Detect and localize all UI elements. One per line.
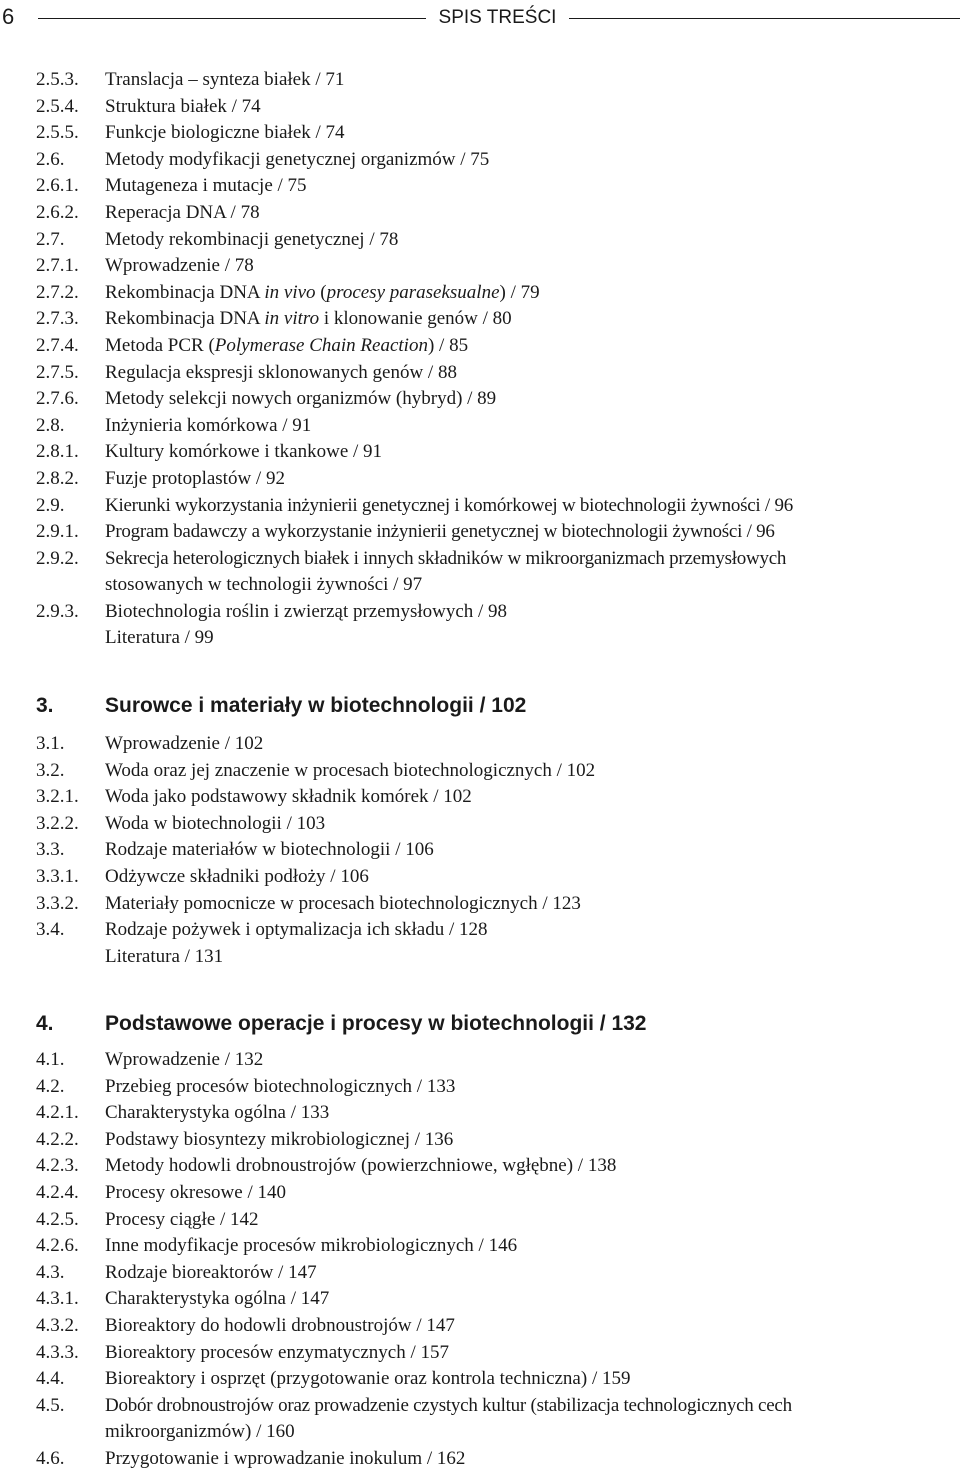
toc-entry-text-part: Rekombinacja DNA [105, 308, 265, 330]
toc-entry-title: Wprowadzenie / 132 [105, 1049, 264, 1070]
toc-entry-title: Struktura białek / 74 [105, 95, 261, 117]
toc-entry-number: 2.8.1. [36, 441, 79, 463]
chapter-3-heading [36, 691, 946, 721]
toc-entry [36, 572, 946, 599]
toc-entry-title: Charakterystyka ogólna / 133 [105, 1102, 330, 1124]
toc-entry-italic-term: in vivo [264, 281, 316, 303]
toc-entry [36, 1366, 946, 1393]
toc-entry-number: 3.2. [36, 759, 65, 781]
toc-entry [36, 1100, 946, 1127]
toc-entry-number: 4.2.4. [36, 1181, 79, 1203]
toc-entry [36, 1153, 946, 1180]
chapter-3-number: 3. [36, 694, 54, 717]
toc-entry-number: 3.2.1. [36, 786, 79, 808]
toc-entry [36, 731, 946, 758]
toc-entry [36, 1180, 946, 1207]
toc-entry-title: Bioreaktory procesów enzymatycznych / 157 [105, 1341, 449, 1363]
toc-entry [36, 599, 946, 626]
toc-entry-number: 2.7. [36, 228, 65, 250]
toc-entry-number: 2.9.2. [36, 547, 79, 569]
toc-entry-title: Metody selekcji nowych organizmów (hybryd) / 89 [105, 388, 497, 410]
toc-entry [36, 120, 946, 147]
toc-entry [36, 413, 946, 440]
toc-entry-title: Metody rekombinacji genetycznej / 78 [105, 228, 399, 250]
toc-entry-title: Bioreaktory do hodowli drobnoustrojów / 147 [105, 1314, 455, 1336]
toc-entry-text-part: i klonowanie genów / 80 [319, 308, 512, 330]
toc-entry-number: 3.3.1. [36, 865, 79, 887]
toc-section-2 [36, 67, 946, 652]
toc-entry-italic-term: procesy paraseksualne [326, 281, 500, 303]
toc-entry-number: 2.7.2. [36, 281, 79, 303]
toc-entry-title: Fuzje protoplastów / 92 [105, 467, 285, 489]
toc-entry-title: Metody hodowli drobnoustrojów (powierzchniowe, wgłębne) / 138 [105, 1155, 617, 1177]
toc-entry-title: Metody modyfikacji genetycznej organizmów / 75 [105, 148, 490, 170]
toc-entry [36, 493, 946, 520]
toc-entry-title: Woda w biotechnologii / 103 [105, 812, 326, 834]
toc-entry-title: Kultury komórkowe i tkankowe / 91 [105, 441, 383, 463]
toc-entry [36, 1286, 946, 1313]
chapter-3-title: Surowce i materiały w biotechnologii [105, 694, 474, 717]
toc-entry-number: 2.6.1. [36, 175, 79, 197]
toc-entry [36, 546, 946, 573]
toc-entry-title: Dobór drobnoustrojów oraz prowadzenie czystych kultur (stabilizacja technologicznych cech [105, 1394, 792, 1416]
toc-entry [36, 147, 946, 174]
toc-entry [36, 360, 946, 387]
toc-entry-number: 4.2.1. [36, 1102, 79, 1124]
toc-entry-number: 3.2.2. [36, 812, 79, 834]
toc-entry [36, 1233, 946, 1260]
chapter-4-number: 4. [36, 1012, 54, 1035]
toc-entry-title: Regulacja ekspresji sklonowanych genów / 88 [105, 361, 457, 383]
toc-entry [36, 625, 946, 652]
toc-entry-title: stosowanych w technologii żywności / 97 [105, 574, 423, 596]
header-rule-left [38, 18, 426, 19]
toc-entry-title: Przygotowanie i wprowadzanie inokulum / 162 [105, 1447, 466, 1469]
toc-entry-number: 4.3.2. [36, 1314, 79, 1336]
toc-entry [36, 386, 946, 413]
toc-entry-text-part: ) / 79 [499, 281, 540, 303]
toc-entry-title: Program badawczy a wykorzystanie inżynierii genetycznej w biotechnologii żywności / 96 [105, 521, 775, 543]
toc-entry-number: 2.5.4. [36, 95, 79, 117]
toc-entry-title: Biotechnologia roślin i zwierząt przemysłowych / 98 [105, 600, 508, 622]
toc-chapter-4 [36, 1047, 946, 1473]
toc-entry-number: 2.5.3. [36, 69, 79, 90]
toc-entry [36, 253, 946, 280]
toc-entry-italic-term: in vitro [264, 308, 320, 330]
toc-entry-number: 4.4. [36, 1368, 65, 1390]
toc-entry-title: Woda oraz jej znaczenie w procesach biotechnologicznych / 102 [105, 759, 596, 781]
toc-entry-number: 4.2.6. [36, 1235, 79, 1257]
toc-entry [36, 439, 946, 466]
toc-entry-title: Przebieg procesów biotechnologicznych / 133 [105, 1075, 456, 1097]
toc-entry-title [105, 306, 512, 333]
toc-entry-title: Wprowadzenie / 78 [105, 255, 254, 277]
toc-entry [36, 837, 946, 864]
toc-entry [36, 811, 946, 838]
toc-entry-title [105, 333, 468, 360]
toc-entry-number: 4.1. [36, 1049, 65, 1070]
toc-entry-title [105, 280, 540, 307]
chapter-3-title-wrap [105, 691, 526, 721]
toc-entry-number: 3.1. [36, 733, 65, 754]
toc-entry [36, 891, 946, 918]
toc-entry-number: 2.9. [36, 494, 65, 516]
toc-entry-title: Inżynieria komórkowa / 91 [105, 414, 312, 436]
toc-entry-title: Bioreaktory i osprzęt (przygotowanie oraz kontrola techniczna) / 159 [105, 1368, 631, 1390]
toc-entry-title: Wprowadzenie / 102 [105, 733, 264, 754]
toc-entry [36, 333, 946, 360]
toc-entry-number: 2.8.2. [36, 467, 79, 489]
toc-entry [36, 1047, 946, 1074]
toc-entry [36, 1393, 946, 1420]
toc-entry [36, 1260, 946, 1287]
toc-entry-number: 3.3.2. [36, 892, 79, 914]
toc-entry-title: Reperacja DNA / 78 [105, 201, 260, 223]
toc-entry-number: 2.9.1. [36, 521, 79, 543]
toc-entry-title: Kierunki wykorzystania inżynierii genetycznej i komórkowej w biotechnologii żywności / 96 [105, 494, 793, 516]
toc-entry-number: 2.5.5. [36, 122, 79, 144]
toc-entry-number: 3.3. [36, 839, 65, 861]
toc-entry-title: Sekrecja heterologicznych białek i innych składników w mikroorganizmach przemysłowych [105, 547, 787, 569]
toc-entry [36, 466, 946, 493]
toc-entry-title: Podstawy biosyntezy mikrobiologicznej / 136 [105, 1128, 454, 1150]
toc-entry-text-part: Metoda PCR ( [105, 334, 215, 356]
toc-entry-number: 4.3.3. [36, 1341, 79, 1363]
page-number: 6 [2, 4, 15, 29]
toc-entry-title: Rodzaje bioreaktorów / 147 [105, 1261, 317, 1283]
toc-entry-title: Charakterystyka ogólna / 147 [105, 1288, 330, 1310]
toc-entry-title: Mutageneza i mutacje / 75 [105, 175, 307, 197]
toc-entry-title: mikroorganizmów) / 160 [105, 1421, 295, 1443]
chapter-3-page: / 102 [479, 694, 527, 717]
toc-entry-title: Funkcje biologiczne białek / 74 [105, 122, 345, 144]
toc-entry-number: 4.3.1. [36, 1288, 79, 1310]
toc-entry [36, 200, 946, 227]
chapter-4-title: Podstawowe operacje i procesy w biotechnologii [105, 1012, 594, 1035]
toc-entry [36, 784, 946, 811]
chapter-4-title-wrap [105, 1009, 647, 1039]
toc-entry-number: 4.2. [36, 1075, 65, 1097]
toc-entry [36, 280, 946, 307]
toc-entry-text-part: Rekombinacja DNA [105, 281, 265, 303]
toc-entry-title: Literatura / 99 [105, 627, 214, 649]
toc-entry [36, 1313, 946, 1340]
toc-entry-number: 4.3. [36, 1261, 65, 1283]
toc-entry-number: 4.6. [36, 1447, 65, 1469]
running-header [0, 4, 960, 34]
chapter-4-page: / 132 [599, 1012, 647, 1035]
toc-entry [36, 94, 946, 121]
toc-entry-number: 2.7.4. [36, 334, 79, 356]
toc-entry-title: Woda jako podstawowy składnik komórek / 102 [105, 786, 472, 808]
toc-chapter-3 [36, 731, 946, 970]
toc-entry-number: 2.6.2. [36, 201, 79, 223]
toc-entry [36, 1419, 946, 1446]
toc-entry-title: Rodzaje pożywek i optymalizacja ich składu / 128 [105, 919, 488, 941]
toc-entry-text-part: ( [315, 281, 327, 303]
toc-entry-number: 2.6. [36, 148, 65, 170]
toc-entry [36, 917, 946, 944]
toc-entry-title: Translacja – synteza białek / 71 [105, 69, 345, 90]
header-title: SPIS TREŚCI [438, 7, 557, 28]
toc-entry-number: 2.7.5. [36, 361, 79, 383]
toc-entry [36, 306, 946, 333]
toc-entry-title: Procesy okresowe / 140 [105, 1181, 286, 1203]
toc-entry [36, 1074, 946, 1101]
toc-entry-text-part: ) / 85 [427, 334, 469, 356]
toc-entry-title: Procesy ciągłe / 142 [105, 1208, 259, 1230]
toc-entry-number: 3.4. [36, 919, 65, 941]
toc-entry [36, 1207, 946, 1234]
toc-entry-number: 2.8. [36, 414, 65, 436]
toc-entry-number: 4.2.3. [36, 1155, 79, 1177]
toc-entry [36, 1446, 946, 1473]
toc-entry [36, 173, 946, 200]
toc-entry-number: 4.2.5. [36, 1208, 79, 1230]
header-rule-right [569, 18, 960, 19]
toc-entry-number: 4.5. [36, 1394, 65, 1416]
toc-entry-italic-term: Polymerase Chain Reaction [214, 334, 428, 356]
toc-entry [36, 758, 946, 785]
chapter-4-heading [36, 1009, 946, 1039]
toc-entry-title: Literatura / 131 [105, 945, 224, 967]
toc-entry [36, 1340, 946, 1367]
toc-entry-number: 2.9.3. [36, 600, 79, 622]
toc-entry-number: 2.7.6. [36, 388, 79, 410]
toc-entry-title: Inne modyfikacje procesów mikrobiologicznych / 146 [105, 1235, 518, 1257]
toc-entry [36, 519, 946, 546]
toc-entry-title: Materiały pomocnicze w procesach biotechnologicznych / 123 [105, 892, 581, 914]
toc-entry-title: Rodzaje materiałów w biotechnologii / 106 [105, 839, 434, 861]
toc-entry-number: 4.2.2. [36, 1128, 79, 1150]
toc-entry [36, 944, 946, 971]
toc-entry [36, 227, 946, 254]
toc-entry-number: 2.7.3. [36, 308, 79, 330]
toc-entry-title: Odżywcze składniki podłoży / 106 [105, 865, 369, 887]
toc-entry [36, 1127, 946, 1154]
toc-entry [36, 67, 946, 94]
toc-entry [36, 864, 946, 891]
toc-entry-number: 2.7.1. [36, 255, 79, 277]
